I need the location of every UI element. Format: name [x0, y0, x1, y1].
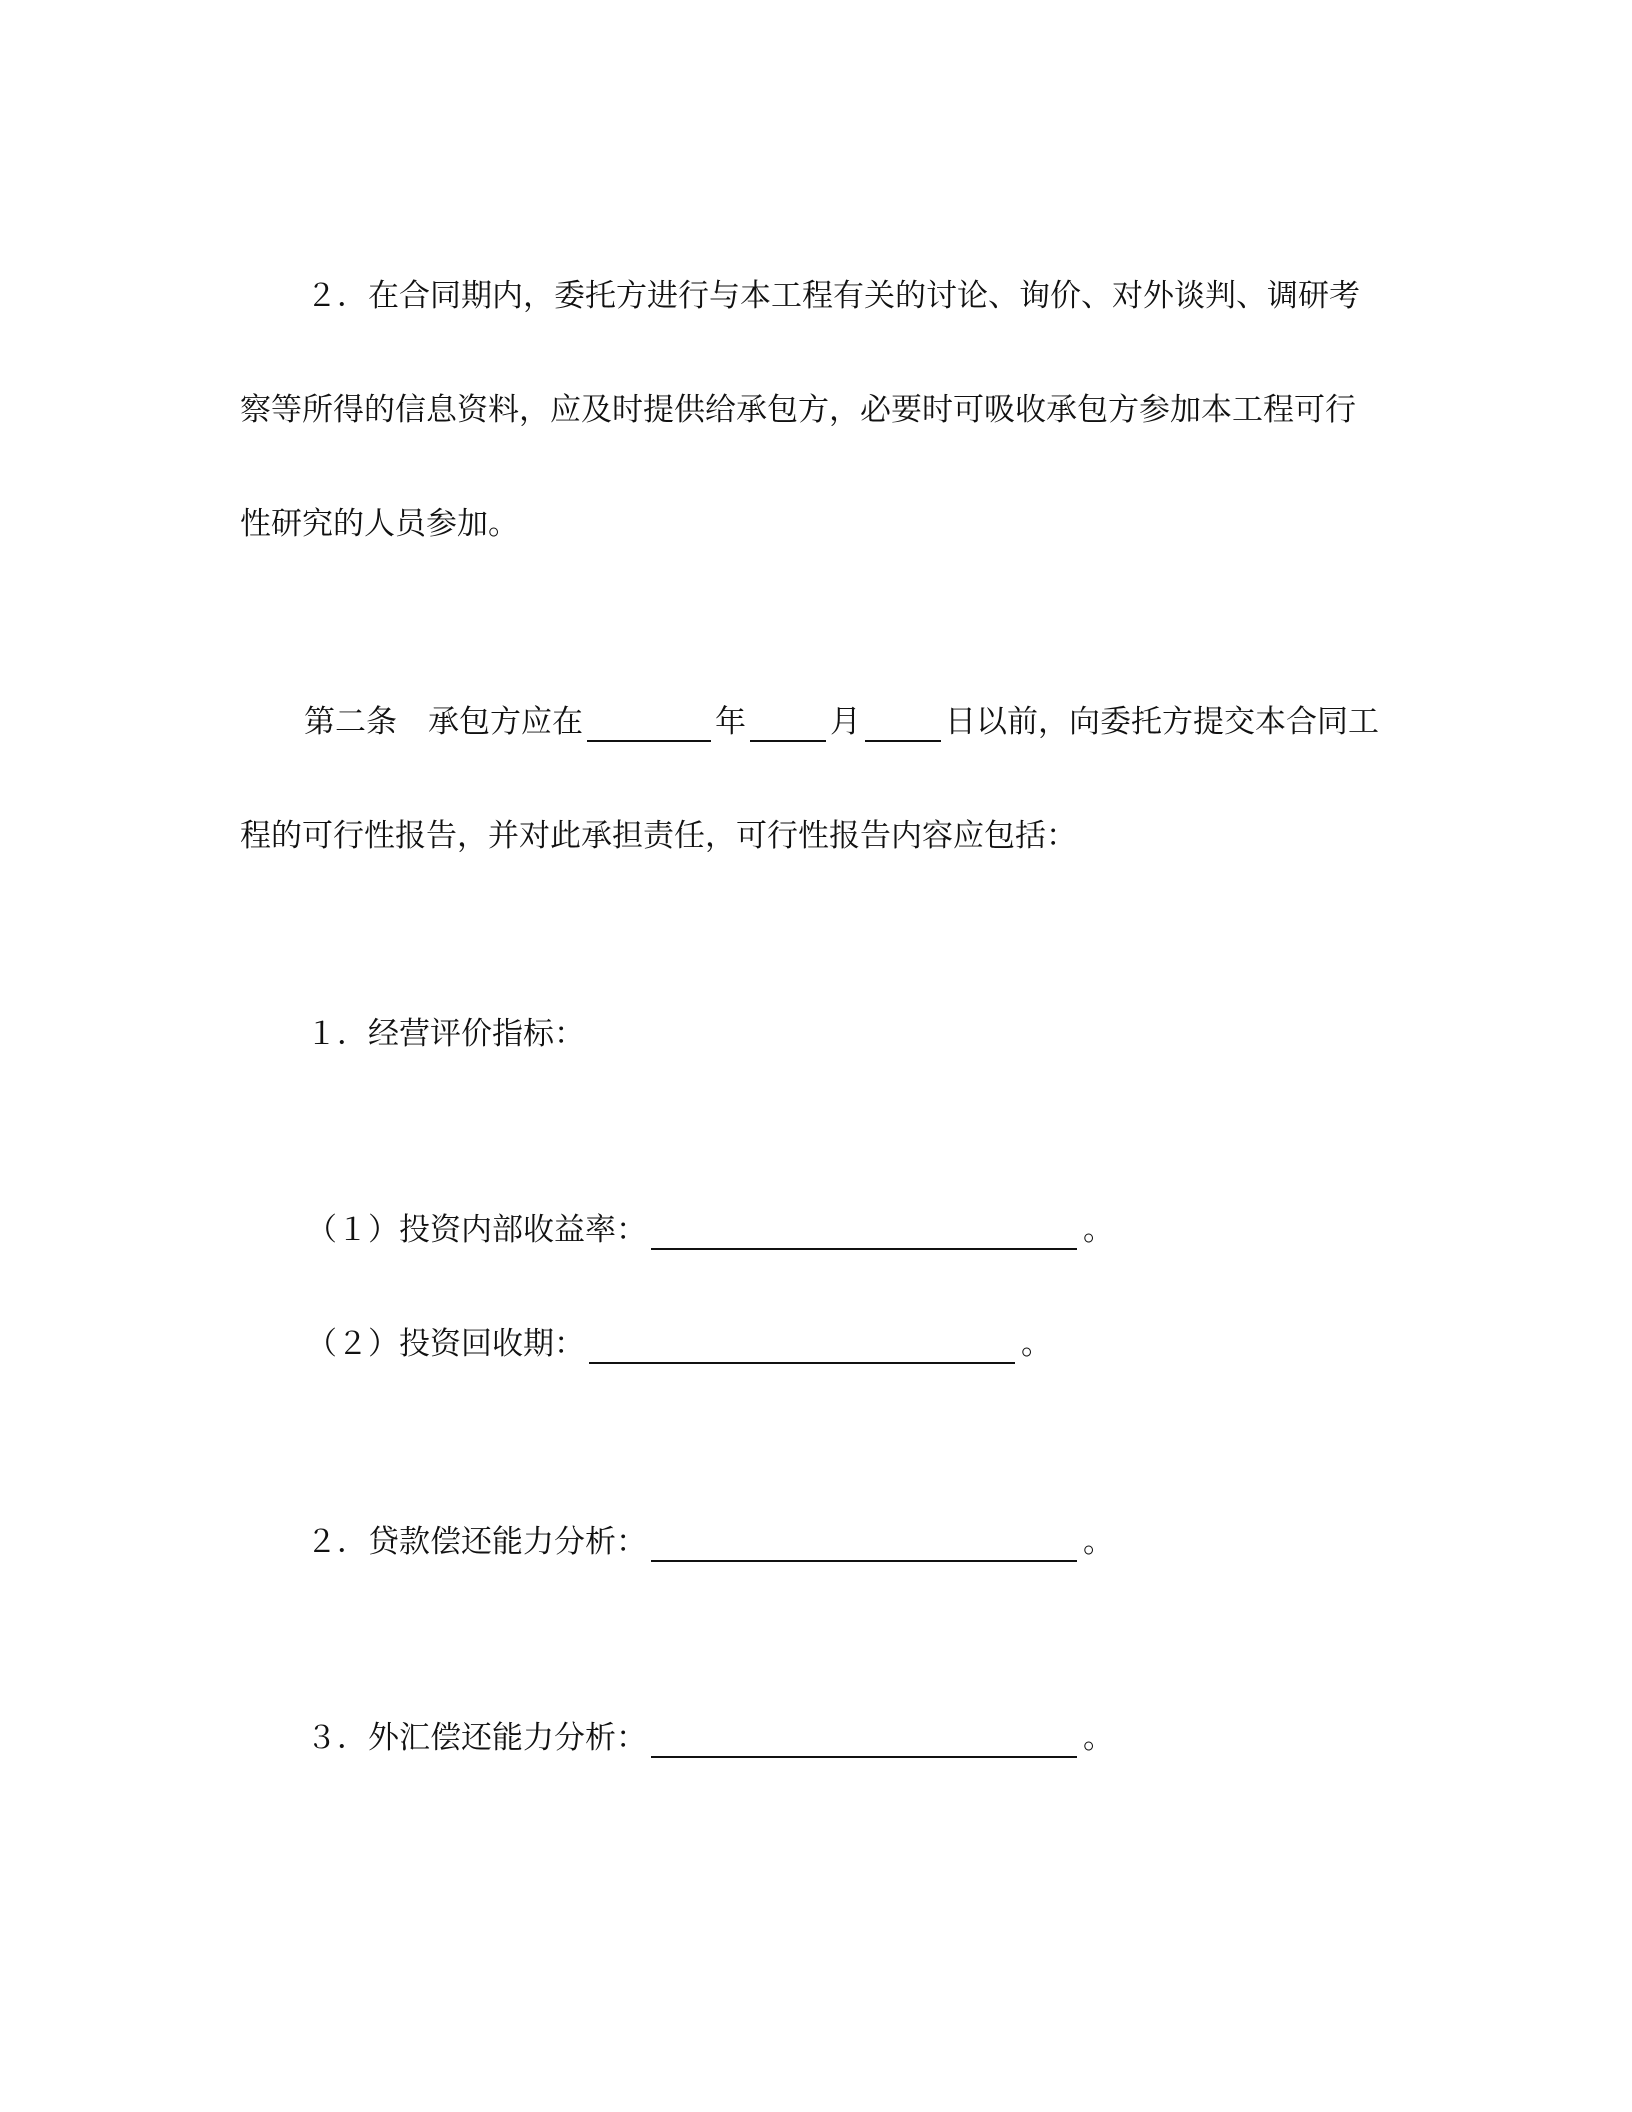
year-label: 年 — [715, 704, 746, 740]
loan-repayment-blank[interactable] — [651, 1526, 1077, 1562]
item-1-sub-1-label: （１）投资内部收益率： — [306, 1212, 647, 1248]
item-1-sub-2 — [306, 1324, 1052, 1364]
item-2-label: ２．贷款偿还能力分析： — [306, 1524, 647, 1560]
item-1-heading: １．经营评价指标： — [306, 1016, 585, 1052]
item-1-sub-2-label: （２）投资回收期： — [306, 1326, 585, 1362]
item-2 — [306, 1522, 1114, 1562]
year-blank[interactable] — [587, 706, 711, 742]
paragraph-1-line-3: 性研究的人员参加。 — [240, 506, 519, 542]
month-label: 月 — [830, 704, 861, 740]
paragraph-1-line-2: 察等所得的信息资料，应及时提供给承包方，必要时可吸收承包方参加本工程可行 — [240, 392, 1356, 428]
paragraph-1-line-1: ２．在合同期内，委托方进行与本工程有关的讨论、询价、对外谈判、调研考 — [306, 278, 1360, 314]
month-blank[interactable] — [750, 706, 826, 742]
article-2-line-1 — [304, 702, 1379, 742]
period: 。 — [1021, 1326, 1052, 1362]
article-2-suffix: 日以前，向委托方提交本合同工 — [945, 704, 1379, 740]
item-3-label: ３．外汇偿还能力分析： — [306, 1720, 647, 1756]
item-3 — [306, 1718, 1114, 1758]
day-blank[interactable] — [865, 706, 941, 742]
forex-repayment-blank[interactable] — [651, 1722, 1077, 1758]
payback-period-blank[interactable] — [589, 1328, 1015, 1364]
item-1-sub-1 — [306, 1210, 1114, 1250]
period: 。 — [1083, 1720, 1114, 1756]
internal-rate-blank[interactable] — [651, 1214, 1077, 1250]
article-2-prefix: 第二条 承包方应在 — [304, 704, 583, 740]
period: 。 — [1083, 1524, 1114, 1560]
article-2-line-2: 程的可行性报告，并对此承担责任，可行性报告内容应包括： — [240, 818, 1077, 854]
period: 。 — [1083, 1212, 1114, 1248]
